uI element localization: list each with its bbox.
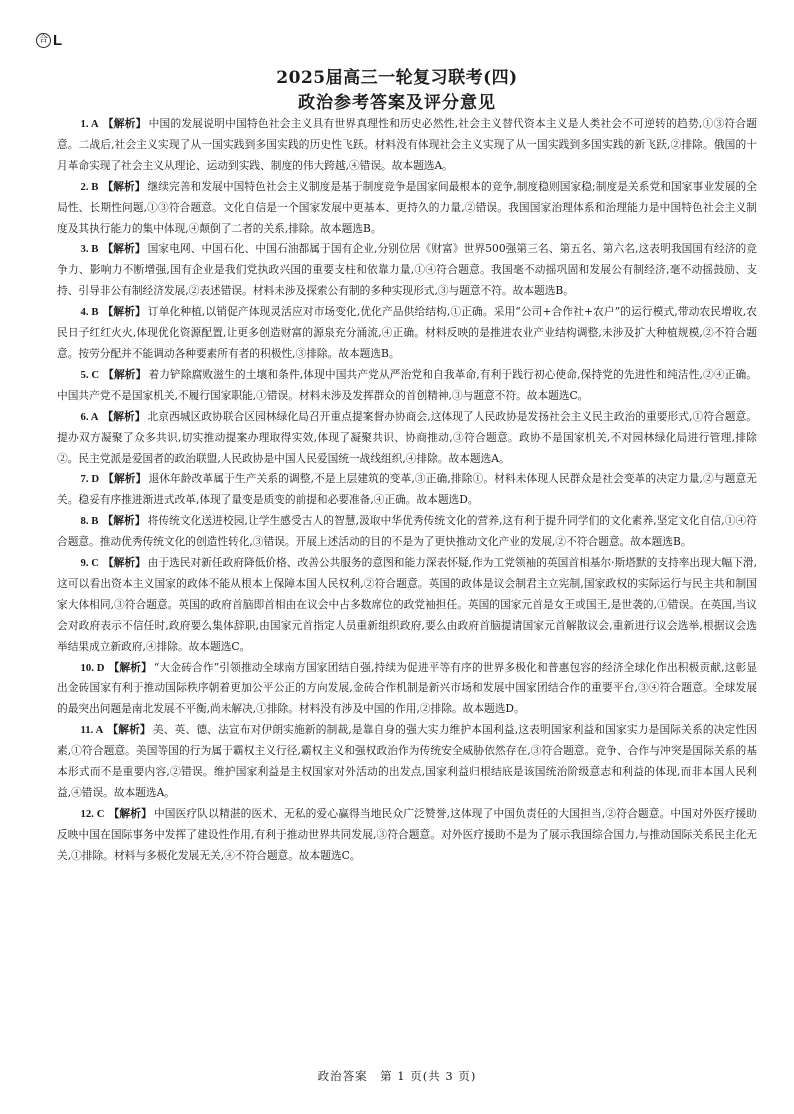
answer-number: 6. A — [80, 410, 99, 423]
analysis-tag: 【解析】 — [103, 367, 147, 381]
answer-text: 北京西城区政协联合区园林绿化局召开重点提案督办协商会,这体现了人民政协是发扬社会主义民主政治的重要形式,①符合题意。提办双方凝聚了众多共识,切实推动提案办理取得实效,体现了凝聚共识、协商推动,③符合题意。政协不是国家机关,不对园林绿化局进行管理,排除②。民主党派是爱国者的政治联盟,人民政协是中国人民爱国统一战线组织,④排除。故本题选A。 — [57, 409, 757, 465]
answer-item-6 — [57, 407, 757, 470]
answer-text: 着力铲除腐败滋生的土壤和条件,体现中国共产党从严治党和自我革命,有利于践行初心使命,保持党的先进性和纯洁性,②④正确。中国共产党不是国家机关,不履行国家职能,①错误。材料未涉及发挥群众的首创精神,③与题意不符。故本题选C。 — [57, 367, 757, 402]
answer-item-4 — [57, 302, 757, 365]
analysis-tag: 【解析】 — [102, 514, 146, 528]
analysis-tag: 【解析】 — [107, 723, 151, 737]
answer-item-5 — [57, 365, 757, 407]
corner-letter: L — [53, 32, 63, 49]
analysis-tag: 【解析】 — [102, 305, 146, 319]
answer-text: 退休年龄改革属于生产关系的调整,不是上层建筑的变革,③正确,排除①。材料未体现人民群众是社会变革的决定力量,②与题意无关。稳妥有序推进渐进式改革,体现了量变是质变的前提和必要准备,④正确。故本题选D。 — [57, 472, 757, 507]
analysis-tag: 【解析】 — [108, 806, 152, 820]
answer-item-3 — [57, 239, 757, 302]
answer-item-1 — [57, 114, 757, 177]
answer-text: 将传统文化送进校园,让学生感受古人的智慧,汲取中华优秀传统文化的营养,这有利于提升同学们的文化素养,坚定文化自信,①④符合题意。推动优秀传统文化的创造性转化,③错误。开展上述活动的目的不是为了更快推动文化产业的发展,②不符合题意。故本题选B。 — [57, 514, 757, 549]
answer-number: 10. D — [80, 661, 105, 674]
answer-item-10 — [57, 658, 757, 721]
page-title: 2025届高三一轮复习联考(四) — [276, 68, 518, 88]
answer-item-7 — [57, 469, 757, 511]
answer-text: 中国的发展说明中国特色社会主义具有世界真理性和历史必然性,社会主义替代资本主义是人类社会不可逆转的趋势,①③符合题意。二战后,社会主义实现了从一国实践到多国实践的历史性飞跃。材料没有体现社会主义实现了从一国实践到多国实践的新飞跃,②排除。俄国的十月革命实现了社会主义从理论、运动到实践、制度的伟大跨越,④错误。故本题选A。 — [57, 117, 757, 172]
answer-text: 由于选民对新任政府降低价格、改善公共服务的意图和能力深表怀疑,作为工党领袖的英国首相基尔·斯塔默的支持率出现大幅下滑,这可以看出资本主义国家的政体不能从根本上保障本国人民权利,②符合题意。英国的政体是议会制君主立宪制,国家政权的实际运行与民主共和制国家大体相同,③符合题意。英国的政府首脑即首相由在议会中占多数席位的政党袖担任。英国的国家元首是女王或国王,是世袭的,①错误。在英国,当议会对政府表示不信任时,政府要么集体辞职,由国家元首指定人员重新组织政府,要么由政府首脑提请国家元首解散议会,重新进行议会选举,根据议会选举结果成立新政府,④排除。故本题选C。 — [57, 556, 757, 653]
analysis-tag: 【解析】 — [102, 179, 146, 193]
analysis-tag: 【解析】 — [108, 660, 152, 674]
answer-text: 美、英、德、法宣布对伊朗实施新的制裁,是靠自身的强大实力维护本国利益,这表明国家利益和国家实力是国际关系的决定性因素,①符合题意。美国等国的行为属于霸权主义行径,霸权主义和强权政治作为传统安全威胁依然存在,③符合题意。竞争、合作与冲突是国际关系的基本形式而不是重要内容,②错误。维护国家利益是主权国家对外活动的出发点,国家利益归根结底是该国统治阶级意志和利益的体现,而非本国人民利益,④错误。故本题选A。 — [57, 723, 757, 799]
answer-number: 9. C — [80, 557, 99, 570]
answer-text: 中国医疗队以精湛的医术、无私的爱心赢得当地民众广泛赞誉,这体现了中国负责任的大国担当,②符合题意。中国对外医疗援助反映中国在国际事务中发挥了建设性作用,有利于推动世界共同发展,③符合题意。对外医疗援助不是为了展示我国综合国力,与推动国际关系民主化无关,①排除。材料与多极化发展无关,④不符合题意。故本题选C。 — [57, 806, 757, 862]
analysis-tag: 【解析】 — [103, 472, 147, 486]
answer-number: 7. D — [80, 473, 100, 486]
analysis-tag: 【解析】 — [102, 409, 146, 423]
answer-text: “大金砖合作”引领推动全球南方国家团结自强,持续为促进平等有序的世界多极化和普惠包容的经济全球化作出积极贡献,这彰显出金砖国家有利于推动国际秩序朝着更加公平公正的方向发展,金砖合作机制是新兴市场和发展中国家团结合作的重要平台,③④符合题意。全球发展的最突出问题是南北发展不平衡,尚未解决,①排除。材料没有涉及中国的作用,②排除。故本题选D。 — [57, 660, 758, 716]
analysis-tag: 【解析】 — [102, 117, 147, 130]
answer-list — [57, 114, 757, 867]
answer-number: 4. B — [80, 306, 99, 319]
answer-item-12 — [57, 804, 757, 867]
answer-number: 5. C — [80, 368, 100, 381]
analysis-tag: 【解析】 — [102, 242, 146, 256]
answer-number: 2. B — [80, 180, 99, 193]
answer-number: 3. B — [80, 243, 99, 256]
answer-number: 11. A — [80, 724, 104, 737]
corner-mark — [36, 32, 62, 49]
answer-number: 1. A — [80, 118, 99, 130]
answer-text: 国家电网、中国石化、中国石油都属于国有企业,分别位居《财富》世界500强第三名、第五名、第六名,这表明我国国有经济的竞争力、影响力不断增强,国有企业是我们党执政兴国的重要支柱和依靠力量,①④符合题意。我国毫不动摇巩固和发展公有制经济,毫不动摇鼓励、支持、引导非公有制经济发展,②表述错误。材料未涉及探索公有制的多种实现形式,③与题意不符。故本题选B。 — [57, 242, 757, 298]
answer-number: 12. C — [80, 807, 105, 820]
answer-item-11 — [57, 720, 757, 804]
page-footer: 政治答案 第 1 页(共 3 页) — [317, 1069, 477, 1083]
analysis-tag: 【解析】 — [102, 556, 146, 570]
answer-text: 继续完善和发展中国特色社会主义制度是基于制度竞争是国家间最根本的竞争,制度稳则国家稳;制度是关系党和国家事业发展的全局性、长期性问题,①③符合题意。文化自信是一个国家发展中更基本、更持久的力量,②错误。我国国家治理体系和治理能力是中国特色社会主义制度及其执行能力的集中体现,④颠倒了二者的关系,排除。故本题选B。 — [57, 179, 757, 235]
answer-text: 订单化种植,以销促产体现灵活应对市场变化,优化产品供给结构,①正确。采用“公司+合作社+农户”的运行模式,带动农民增收,农民日子红红火火,体现优化资源配置,让更多创造财富的源泉充分涌流,④正确。材料反映的是推进农业产业结构调整,未涉及扩大种植规模,②不符合题意。按劳分配并不能调动各种要素所有者的积极性,③排除。故本题选B。 — [57, 305, 757, 360]
answer-item-9 — [57, 553, 757, 658]
answer-number: 8. B — [80, 515, 99, 528]
page-subtitle: 政治参考答案及评分意见 — [298, 93, 496, 113]
answer-item-8 — [57, 511, 757, 553]
answer-item-2 — [57, 177, 757, 240]
circle-mark-icon: 合 — [36, 33, 51, 48]
